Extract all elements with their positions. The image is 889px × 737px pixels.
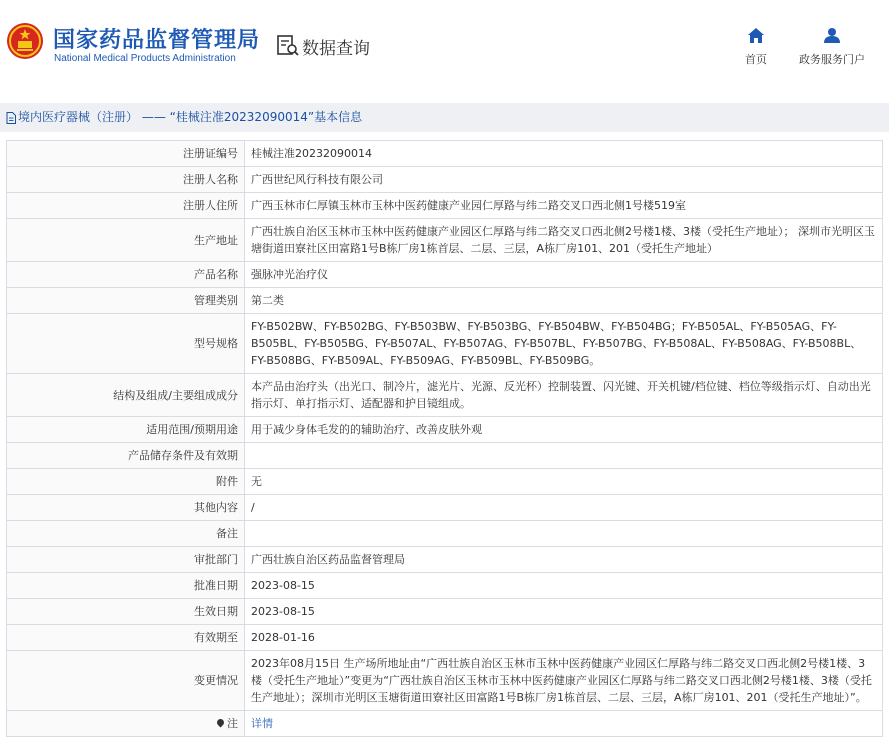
row-value: 用于减少身体毛发的的辅助治疗、改善皮肤外观 xyxy=(245,417,883,443)
row-value: 强脉冲光治疗仪 xyxy=(245,262,883,288)
table-row xyxy=(7,288,883,314)
row-value: 广西世纪风行科技有限公司 xyxy=(245,167,883,193)
row-label: 审批部门 xyxy=(7,547,245,573)
table-row xyxy=(7,262,883,288)
nav-service-portal[interactable] xyxy=(795,28,869,67)
document-icon xyxy=(6,112,16,124)
table-row xyxy=(7,193,883,219)
row-value: 桂械注准20232090014 xyxy=(245,141,883,167)
row-value: 广西壮族自治区药品监督管理局 xyxy=(245,547,883,573)
row-value: 2028-01-16 xyxy=(245,625,883,651)
row-label: 型号规格 xyxy=(7,314,245,374)
registration-info-table xyxy=(6,140,883,737)
row-label: 注册证编号 xyxy=(7,141,245,167)
national-emblem-icon xyxy=(6,22,44,60)
note-value-cell xyxy=(245,711,883,737)
table-row-note xyxy=(7,711,883,737)
table-row xyxy=(7,521,883,547)
table-row xyxy=(7,443,883,469)
row-value: 广西壮族自治区玉林市玉林中医药健康产业园区仁厚路与纬二路交叉口西北侧2号楼1楼、3楼（受托生产地址）； 深圳市光明区玉塘街道田寮社区田富路1号B栋厂房1栋首层、二层、三层，A栋厂房101、201（受托生产地址） xyxy=(245,219,883,262)
row-label: 管理类别 xyxy=(7,288,245,314)
row-value: FY-B502BW、FY-B502BG、FY-B503BW、FY-B503BG、FY-B504BW、FY-B504BG；FY-B505AL、FY-B505AG、FY-B505BL、FY-B505BG、FY-B507AL、FY-B507AG、FY-B507BL、FY-B507BG、FY-B508AL、FY-B508AG、FY-B508BL、FY-B508BG、FY-B509AL、FY-B509AG、FY-B509BL、FY-B509BG。 xyxy=(245,314,883,374)
row-value: 2023-08-15 xyxy=(245,573,883,599)
row-label: 生效日期 xyxy=(7,599,245,625)
row-label: 变更情况 xyxy=(7,651,245,711)
breadcrumb-category[interactable]: 境内医疗器械（注册） xyxy=(18,110,139,124)
row-label: 注册人名称 xyxy=(7,167,245,193)
row-value: / xyxy=(245,495,883,521)
row-label: 产品储存条件及有效期 xyxy=(7,443,245,469)
row-label: 附件 xyxy=(7,469,245,495)
table-row xyxy=(7,141,883,167)
section-title: 数据查询 xyxy=(302,39,370,59)
row-value: 无 xyxy=(245,469,883,495)
row-label: 适用范围/预期用途 xyxy=(7,417,245,443)
table-row xyxy=(7,625,883,651)
row-value: 广西玉林市仁厚镇玉林市玉林中医药健康产业园仁厚路与纬二路交叉口西北侧1号楼519室 xyxy=(245,193,883,219)
row-value: 本产品由治疗头（出光口、制冷片，滤光片、光源、反光杯）控制装置、闪光键、开关机键/档位键、档位等级指示灯、自动出光指示灯、单打指示灯、适配器和护目镜组成。 xyxy=(245,374,883,417)
table-row xyxy=(7,651,883,711)
details-link[interactable]: 详情 xyxy=(251,717,273,730)
nav-home[interactable] xyxy=(736,28,776,67)
table-row xyxy=(7,469,883,495)
row-value: 2023年08月15日 生产场所地址由“广西壮族自治区玉林市玉林中医药健康产业园区仁厚路与纬二路交叉口西北侧2号楼1楼、3楼（受托生产地址）”变更为“广西壮族自治区玉林市玉林中医药健康产业园区仁厚路与纬二路交叉口西北侧2号楼1楼、3楼（受托生产地址）；深圳市光明区玉塘街道田寮社区田富路1号B栋厂房1栋首层、二层、三层，A栋厂房101、201（受托生产地址）”。 xyxy=(245,651,883,711)
nav-portal-label: 政务服务门户 xyxy=(799,53,865,66)
breadcrumb xyxy=(0,103,889,132)
row-value xyxy=(245,521,883,547)
row-label: 结构及组成/主要组成成分 xyxy=(7,374,245,417)
location-pin-icon xyxy=(216,718,226,728)
breadcrumb-separator: —— xyxy=(141,110,166,124)
table-row xyxy=(7,219,883,262)
breadcrumb-record: “桂械注准20232090014”基本信息 xyxy=(169,110,363,124)
table-row xyxy=(7,167,883,193)
row-label: 生产地址 xyxy=(7,219,245,262)
row-label: 注册人住所 xyxy=(7,193,245,219)
home-icon xyxy=(748,28,764,43)
note-label: 注 xyxy=(227,717,238,730)
table-row xyxy=(7,573,883,599)
row-value: 2023-08-15 xyxy=(245,599,883,625)
note-label-cell xyxy=(7,711,245,737)
row-value: 第二类 xyxy=(245,288,883,314)
site-header xyxy=(0,0,889,96)
logo-title-en: National Medical Products Administration xyxy=(54,53,236,64)
row-label: 备注 xyxy=(7,521,245,547)
row-label: 有效期至 xyxy=(7,625,245,651)
logo-title-cn: 国家药品监督管理局 xyxy=(53,28,261,53)
table-row xyxy=(7,374,883,417)
table-row xyxy=(7,314,883,374)
table-row xyxy=(7,495,883,521)
user-icon xyxy=(824,28,840,43)
row-label: 其他内容 xyxy=(7,495,245,521)
table-row xyxy=(7,417,883,443)
table-row xyxy=(7,599,883,625)
data-query-icon xyxy=(276,34,300,58)
nav-home-label: 首页 xyxy=(745,53,767,66)
row-value xyxy=(245,443,883,469)
row-label: 批准日期 xyxy=(7,573,245,599)
row-label: 产品名称 xyxy=(7,262,245,288)
table-row xyxy=(7,547,883,573)
